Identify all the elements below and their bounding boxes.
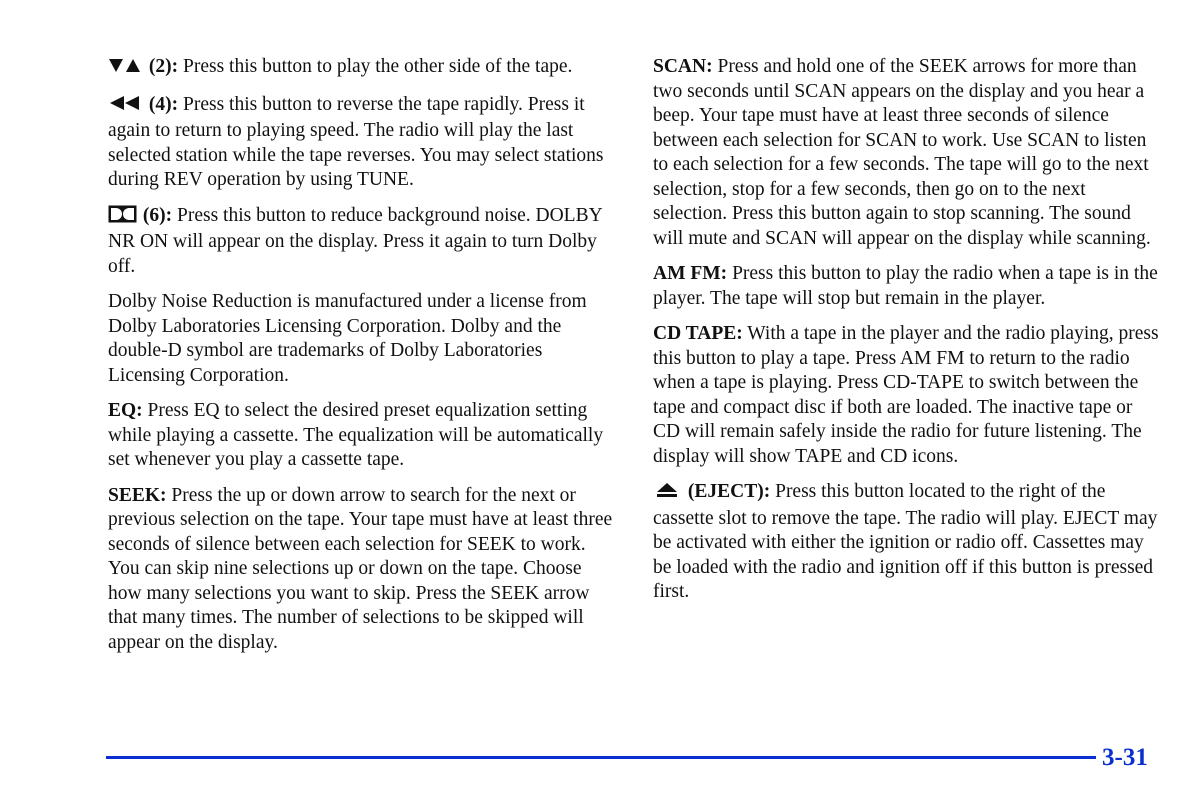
rewind-text: Press this button to reverse the tape rapidly. Press it again to return to playing speed. The radio will play the last selected station while the tape reverses. You may select stations during REV operation by using TUNE.: [108, 93, 604, 190]
eject-icon: [653, 481, 683, 507]
scan-text: Press and hold one of the SEEK arrows for more than two seconds until SCAN appears on the display and you hear a beep. Your tape must have at least three seconds of silence between each selection for SCAN to work. Use SCAN to listen to each selection for a few seconds. The tape will go to the next selection, stop for a few seconds, then go on to the next selection. Press this button again to stop scanning. The sound will mute and SCAN will appear on the display while scanning.: [653, 56, 1151, 249]
eq-text: Press EQ to select the desired preset equalization setting while playing a cassette. The equalization will be automatically set whenever you play a cassette tape.: [108, 400, 604, 470]
am-fm-paragraph: [653, 262, 1163, 311]
play-other-side-icon: [108, 56, 144, 82]
dolby-label: (6):: [142, 204, 173, 226]
left-column: [108, 55, 613, 666]
seek-paragraph: [108, 484, 613, 656]
footer-rule: [106, 756, 1096, 759]
am-fm-text: Press this button to play the radio when a tape is in the player. The tape will stop but remain in the player.: [653, 263, 1158, 309]
rewind-label: (4):: [148, 93, 179, 115]
dolby-paragraph: [108, 204, 613, 280]
scan-label: SCAN:: [653, 56, 713, 77]
rewind-paragraph: [108, 93, 613, 193]
eq-label: EQ:: [108, 400, 143, 421]
eject-paragraph: [653, 480, 1163, 605]
am-fm-label: AM FM:: [653, 263, 728, 284]
seek-label: SEEK:: [108, 484, 167, 506]
play-other-side-paragraph: [108, 55, 613, 82]
dolby-text: Press this button to reduce background noise. DOLBY NR ON will appear on the display. Press it again to turn Dolby off.: [108, 204, 602, 277]
eject-label: (EJECT):: [687, 481, 771, 502]
dolby-trademark-notice: Dolby Noise Reduction is manufactured under a license from Dolby Laboratories Licensing Corporation. Dolby and the double-D symbol are trademarks of Dolby Laboratories Licensing Corporation.: [108, 291, 587, 386]
scan-paragraph: [653, 55, 1163, 251]
page-number: 3-31: [1102, 744, 1148, 771]
cd-tape-text: With a tape in the player and the radio playing, press this button to play a tape. Press AM FM to return to the radio when a tape is playing. Press CD-TAPE to switch between the tape and compact disc if both are loaded. The inactive tape or CD will remain safely inside the radio for future listening. The display will show TAPE and CD icons.: [653, 323, 1159, 467]
cd-tape-label: CD TAPE:: [653, 323, 743, 344]
right-column: [653, 55, 1163, 616]
play-other-side-label: (2):: [148, 56, 179, 77]
dolby-double-d-icon: [108, 205, 138, 231]
rewind-icon: [108, 94, 144, 120]
eject-text: Press this button located to the right of the cassette slot to remove the tape. The radio will play. EJECT may be activated with either the ignition or radio off. Cassettes may be loaded with the radio and ignition off if this button is pressed first.: [653, 481, 1158, 602]
play-other-side-text: Press this button to play the other side of the tape.: [182, 56, 573, 77]
seek-text: Press the up or down arrow to search for the next or previous selection on the tape. Your tape must have at least three seconds of silence between each selection for SEEK to work. You can skip nine selections up or down on the tape. Choose how many selections you want to skip. Press the SEEK arrow that many times. The number of selections to be skipped will appear on the display.: [108, 484, 613, 653]
cd-tape-paragraph: [653, 322, 1163, 469]
eq-paragraph: [108, 399, 613, 473]
